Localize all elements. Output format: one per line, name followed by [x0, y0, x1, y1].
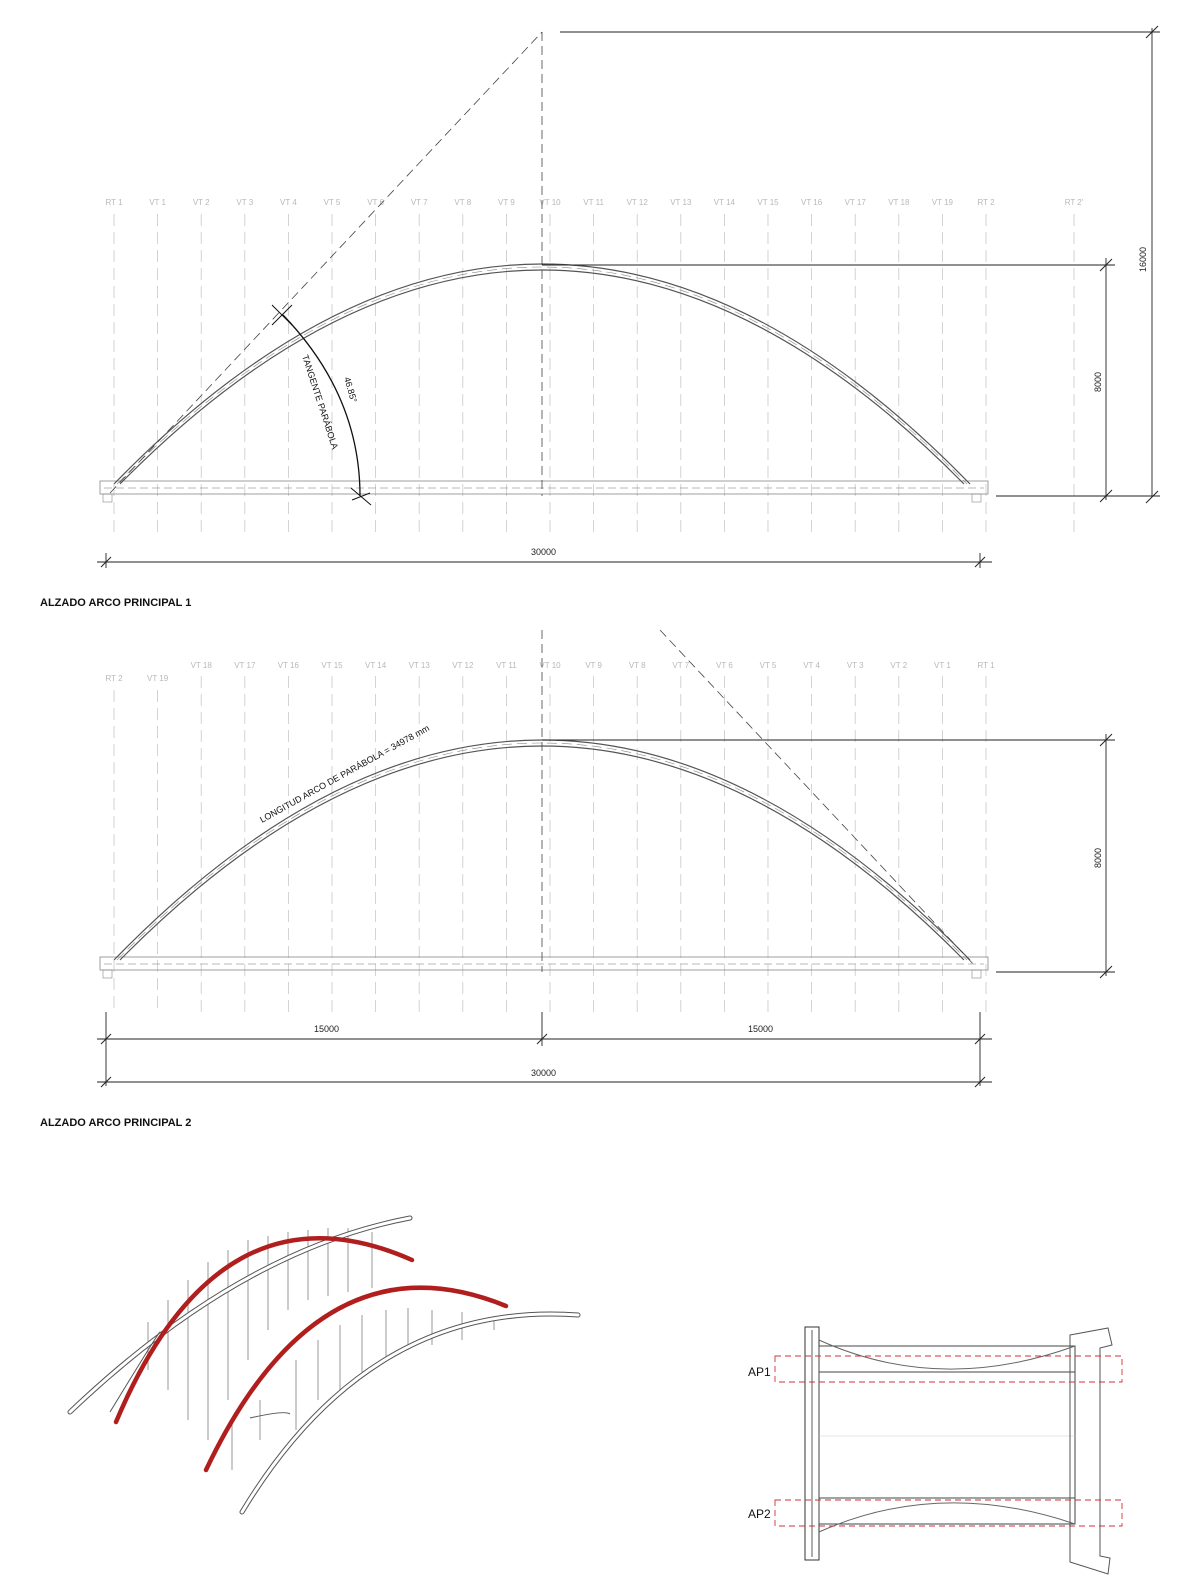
elevation-1-title: ALZADO ARCO PRINCIPAL 1 — [40, 597, 192, 609]
elevation-1 — [40, 26, 1160, 609]
elevation-2-title: ALZADO ARCO PRINCIPAL 2 — [40, 1117, 192, 1129]
e2-grid-label: RT 1 — [977, 661, 995, 670]
tangent-line — [660, 630, 975, 966]
ap2-label: AP2 — [748, 1507, 771, 1521]
e1-grid-label: VT 3 — [236, 198, 254, 207]
grid-lines — [114, 214, 1074, 534]
support-left — [103, 494, 112, 502]
e1-grid-label: VT 9 — [498, 198, 515, 207]
e1-grid-label: RT 2 — [977, 198, 995, 207]
e2-grid-label: VT 3 — [846, 661, 864, 670]
e2-grid-label: VT 14 — [364, 661, 387, 670]
e2-grid-label: VT 11 — [496, 661, 517, 670]
main-arch-1 — [116, 1238, 412, 1422]
e1-grid-label: RT 1 — [105, 198, 123, 207]
grid-labels — [105, 198, 1083, 207]
e1-grid-label: VT 12 — [626, 198, 648, 207]
e1-grid-label: VT 6 — [367, 198, 384, 207]
e1-grid-label: VT 10 — [539, 198, 561, 207]
e1-grid-label: VT 16 — [800, 198, 823, 207]
e2-grid-label: VT 12 — [452, 661, 474, 670]
dim-8000: 8000 — [1093, 847, 1103, 868]
e1-grid-label: VT 14 — [713, 198, 736, 207]
plan-view — [748, 1327, 1122, 1574]
hangers — [148, 1228, 494, 1470]
e2-grid-label: VT 6 — [716, 661, 733, 670]
tangent-mark-bottom — [351, 488, 371, 505]
e2-grid-label: VT 17 — [234, 661, 256, 670]
e1-grid-label: VT 17 — [844, 198, 866, 207]
e1-grid-label: VT 18 — [888, 198, 910, 207]
e1-grid-label: RT 2' — [1064, 198, 1084, 207]
e1-grid-label: VT 4 — [280, 198, 297, 207]
e2-grid-label: VT 2 — [890, 661, 908, 670]
plan-deck — [819, 1346, 1075, 1524]
ap1-label: AP1 — [748, 1365, 771, 1379]
axonometric-view — [70, 1218, 578, 1512]
plan-edge-right — [1070, 1328, 1112, 1574]
e1-grid-label: VT 11 — [583, 198, 604, 207]
edge-arch-1 — [70, 1218, 410, 1412]
dim-16000: 16000 — [1138, 246, 1148, 272]
e2-grid-label: VT 18 — [190, 661, 212, 670]
e1-grid-label: VT 1 — [149, 198, 166, 207]
e2-grid-label: RT 2 — [105, 674, 123, 683]
e2-grid-label: VT 8 — [628, 661, 646, 670]
e2-grid-label: VT 7 — [672, 661, 690, 670]
dim-15000-left: 15000 — [314, 1024, 340, 1034]
e1-grid-label: VT 5 — [323, 198, 341, 207]
tangent-label: TANGENTE PARÁBOLA — [300, 353, 341, 451]
dim-8000: 8000 — [1093, 371, 1103, 392]
support-left — [103, 970, 112, 978]
e2-grid-label: VT 9 — [585, 661, 602, 670]
e2-grid-label: VT 1 — [934, 661, 951, 670]
support-right — [972, 494, 981, 502]
arc-length-label: LONGITUD ARCO DE PARÁBOLA = 34978 mm — [258, 722, 432, 825]
e2-grid-label: VT 5 — [759, 661, 777, 670]
e2-grid-label: VT 10 — [539, 661, 561, 670]
e2-grid-label: VT 4 — [803, 661, 820, 670]
e1-grid-label: VT 2 — [192, 198, 210, 207]
e1-grid-label: VT 15 — [757, 198, 779, 207]
angle-value: 46.85° — [342, 375, 359, 404]
elevation-2 — [40, 630, 1115, 1129]
e2-grid-label: VT 19 — [146, 674, 169, 683]
e1-grid-label: VT 8 — [454, 198, 472, 207]
e1-grid-label: VT 7 — [410, 198, 428, 207]
grid-lines — [114, 676, 986, 1012]
e2-grid-label: VT 16 — [277, 661, 300, 670]
e2-grid-label: VT 13 — [408, 661, 430, 670]
dim-30000: 30000 — [531, 1068, 557, 1078]
e2-grid-label: VT 15 — [321, 661, 343, 670]
dim-15000-right: 15000 — [748, 1024, 774, 1034]
support-right — [972, 970, 981, 978]
dim-30000: 30000 — [531, 547, 557, 557]
e1-grid-label: VT 13 — [670, 198, 692, 207]
e1-grid-label: VT 19 — [931, 198, 954, 207]
